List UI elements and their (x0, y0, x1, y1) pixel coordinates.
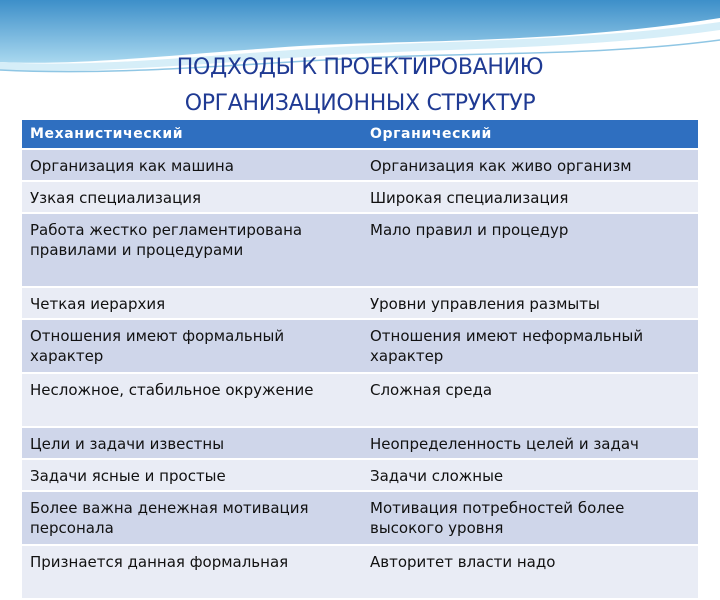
table-row (22, 545, 698, 599)
cell-organic: Широкая специализация (362, 181, 698, 213)
cell-organic: Сложная среда (362, 373, 698, 427)
cell-mechanistic: Работа жестко регламентирована правилами и процедурами (22, 213, 362, 287)
cell-mechanistic: Цели и задачи известны (22, 427, 362, 459)
cell-organic: Уровни управления размыты (362, 287, 698, 319)
table-row (22, 213, 698, 287)
title-line-1: ПОДХОДЫ К ПРОЕКТИРОВАНИЮ (176, 55, 544, 80)
comparison-table (22, 120, 698, 600)
cell-organic: Мотивация потребностей более высокого уровня (362, 491, 698, 545)
cell-organic: Авторитет власти надо (362, 545, 698, 599)
table-header-row (22, 120, 698, 149)
header-organic: Органический (362, 120, 698, 149)
slide-title (0, 50, 720, 122)
table-row (22, 181, 698, 213)
header-mechanistic: Механистический (22, 120, 362, 149)
table-row (22, 319, 698, 373)
table-row (22, 491, 698, 545)
table-row (22, 373, 698, 427)
cell-mechanistic: Более важна денежная мотивация персонала (22, 491, 362, 545)
cell-mechanistic: Задачи ясные и простые (22, 459, 362, 491)
cell-mechanistic: Организация как машина (22, 149, 362, 181)
cell-organic: Неопределенность целей и задач (362, 427, 698, 459)
cell-mechanistic: Несложное, стабильное окружение (22, 373, 362, 427)
cell-organic: Организация как живо организм (362, 149, 698, 181)
cell-organic: Мало правил и процедур (362, 213, 698, 287)
table-row (22, 287, 698, 319)
cell-mechanistic: Четкая иерархия (22, 287, 362, 319)
cell-mechanistic: Узкая специализация (22, 181, 362, 213)
table-row (22, 427, 698, 459)
title-line-2: ОРГАНИЗАЦИОННЫХ СТРУКТУР (184, 91, 536, 116)
cell-organic: Отношения имеют неформальный характер (362, 319, 698, 373)
cell-mechanistic: Отношения имеют формальный характер (22, 319, 362, 373)
cell-organic: Задачи сложные (362, 459, 698, 491)
table-row (22, 149, 698, 181)
table-row (22, 459, 698, 491)
cell-mechanistic: Признается данная формальная (22, 545, 362, 599)
